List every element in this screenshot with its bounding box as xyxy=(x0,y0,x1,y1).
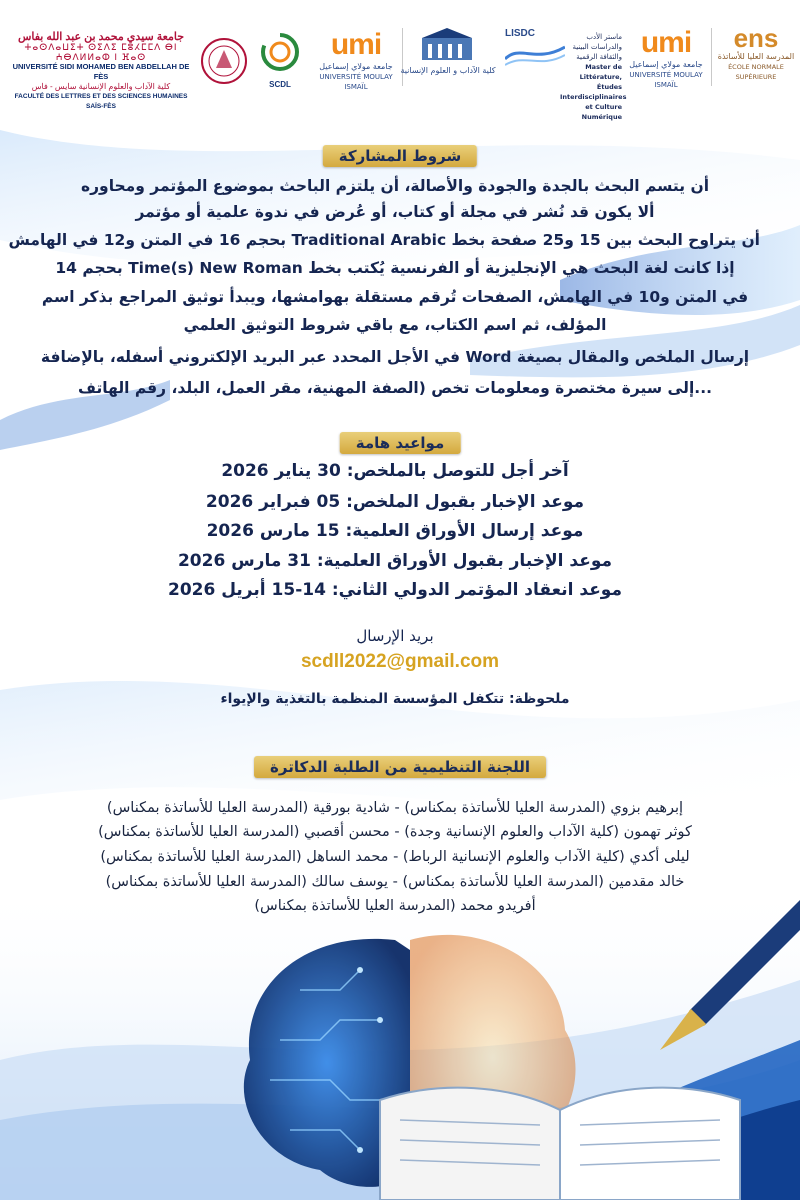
university-seal-icon xyxy=(200,34,248,88)
flsh-meknes-logo-icon xyxy=(412,28,482,64)
condition-line: المؤلف، ثم اسم الكتاب، مع باقي شروط التوثيق العلمي xyxy=(183,316,607,334)
email-label: بريد الإرسال xyxy=(356,627,434,645)
usmba-arabic: جامعة سيدي محمد بن عبد الله بفاس xyxy=(17,31,185,43)
committee-line: ليلى أكدي (كلية الآداب والعلوم الإنسانية الرباط) - محمد الساهل (المدرسة العليا للأساتذة بمكناس) xyxy=(100,849,690,865)
committee-line: أفريدو محمد (المدرسة العليا للأساتذة بمكناس) xyxy=(254,898,536,914)
condition-line: إرسال الملخص والمقال بصيغة Word في الأجل المحدد عبر البريد الإلكتروني أسفله، بالإضافة xyxy=(40,348,750,366)
master-logo-text xyxy=(560,32,627,122)
lisdc-wave-icon xyxy=(505,39,565,69)
dates-title: مواعيد هامة xyxy=(340,432,461,454)
scdl-text: SCDL xyxy=(269,80,291,89)
umi-logo-1 xyxy=(316,28,396,92)
divider xyxy=(711,28,712,86)
ens-french: ÉCOLE NORMALE SUPÉRIEURE xyxy=(728,63,784,81)
condition-line: أن يتراوح البحث بين 15 و25 صفحة بخط Traditional Arabic بحجم 16 في المتن و12 في الهامش xyxy=(8,231,760,249)
date-line: موعد انعقاد المؤتمر الدولي الثاني: 14-15 أبريل 2026 xyxy=(168,580,622,600)
date-line: آخر أجل للتوصل بالملخص: 30 يناير 2026 xyxy=(221,461,569,481)
usmba-logo xyxy=(6,32,196,112)
condition-line: أن يتسم البحث بالجدة والجودة والأصالة، أن يلتزم الباحث بموضوع المؤتمر ومحاوره xyxy=(80,177,710,195)
participation-title: شروط المشاركة xyxy=(323,145,477,167)
ens-word: ens xyxy=(733,23,779,53)
usmba-french: UNIVERSITÉ SIDI MOHAMED BEN ABDELLAH DE FÈS xyxy=(12,62,190,81)
condition-line: ...إلى سيرة مختصرة ومعلومات تخص (الصفة المهنية، مقر العمل، البلد، رقم الهاتف xyxy=(78,379,712,397)
master-french: Master de Littérature, Études Interdisciplinaires et Culture Numérique xyxy=(560,63,627,121)
ens-logo xyxy=(716,24,796,82)
umi-1-word: umi xyxy=(330,28,382,61)
date-line: موعد الإخبار بقبول الملخص: 05 فبراير 2026 xyxy=(205,492,585,512)
umi-2-word: umi xyxy=(640,26,692,59)
umi-1-french: UNIVERSITÉ MOULAY ISMAÏL xyxy=(319,73,393,91)
condition-line: إذا كانت لغة البحث هي الإنجليزية أو الفرنسية يُكتب بخط Time(s) New Roman بحجم 14 xyxy=(55,259,735,277)
note: ملحوظة: تتكفل المؤسسة المنظمة بالتغذية والإيواء xyxy=(220,691,570,707)
flsh-french: FACULTÉ DES LETTRES ET DES SCIENCES HUMAINES SAÏS-FÈS xyxy=(14,93,188,110)
ens-arabic: المدرسة العليا للأساتذة xyxy=(717,52,795,61)
umi-logo-2 xyxy=(626,26,706,90)
contact-email-link[interactable]: scdll2022@gmail.com xyxy=(300,651,500,672)
umi-1-arabic: جامعة مولاي إسماعيل xyxy=(319,62,393,71)
scdl-logo-icon xyxy=(256,30,304,82)
committee-title: اللجنة التنظيمية من الطلبة الدكاترة xyxy=(254,756,546,778)
lisdc-text: LISDC xyxy=(505,28,535,39)
condition-line: في المتن و10 في الهامش، الصفحات تُرقم مستقلة بهوامشها، ويبدأ توثيق المراجع بذكر اسم xyxy=(41,288,749,306)
date-line: موعد إرسال الأوراق العلمية: 15 مارس 2026 xyxy=(206,521,584,541)
committee-line: خالد مقدمين (المدرسة العليا للأساتذة بمكناس) - يوسف سالك (المدرسة العليا للأساتذة بمكناس) xyxy=(105,874,685,890)
flsh-meknes-arabic: كلية الآداب و العلوم الإنسانية xyxy=(400,66,496,75)
committee-line: إبرهيم بزوي (المدرسة العليا للأساتذة بمكناس) - شادية بورقية (المدرسة العليا للأساتذة بمكناس) xyxy=(106,800,684,816)
header-logos xyxy=(0,0,800,121)
usmba-tifinagh: ⵜⴰⵙⴷⴰⵡⵉⵜ ⵙⵉⴷⵉ ⵎⵓⵃⵎⵎⴷ ⴱⵏ ⵄⴱⴷⵍⵍⴰⵀ ⵏ ⴼⴰⵙ xyxy=(24,42,178,62)
condition-line: ألا يكون قد نُشر في مجلة أو كتاب، أو عُرض في ندوة علمية أو مؤتمر xyxy=(135,203,655,221)
date-line: موعد الإخبار بقبول الأوراق العلمية: 31 مارس 2026 xyxy=(177,551,613,571)
committee-line: كوثر تهمون (كلية الآداب والعلوم الإنسانية وجدة) - محسن أقصبي (المدرسة العليا للأساتذة بمكناس) xyxy=(98,824,692,840)
umi-2-french: UNIVERSITÉ MOULAY ISMAÏL xyxy=(629,71,703,89)
master-arabic: ماستر الأدب والدراسات البينية والثقافة الرقمية xyxy=(572,33,622,61)
divider xyxy=(402,28,403,86)
umi-2-arabic: جامعة مولاي إسماعيل xyxy=(629,60,703,69)
flsh-arabic: كلية الآداب والعلوم الإنسانية سايس - فاس xyxy=(31,82,171,91)
